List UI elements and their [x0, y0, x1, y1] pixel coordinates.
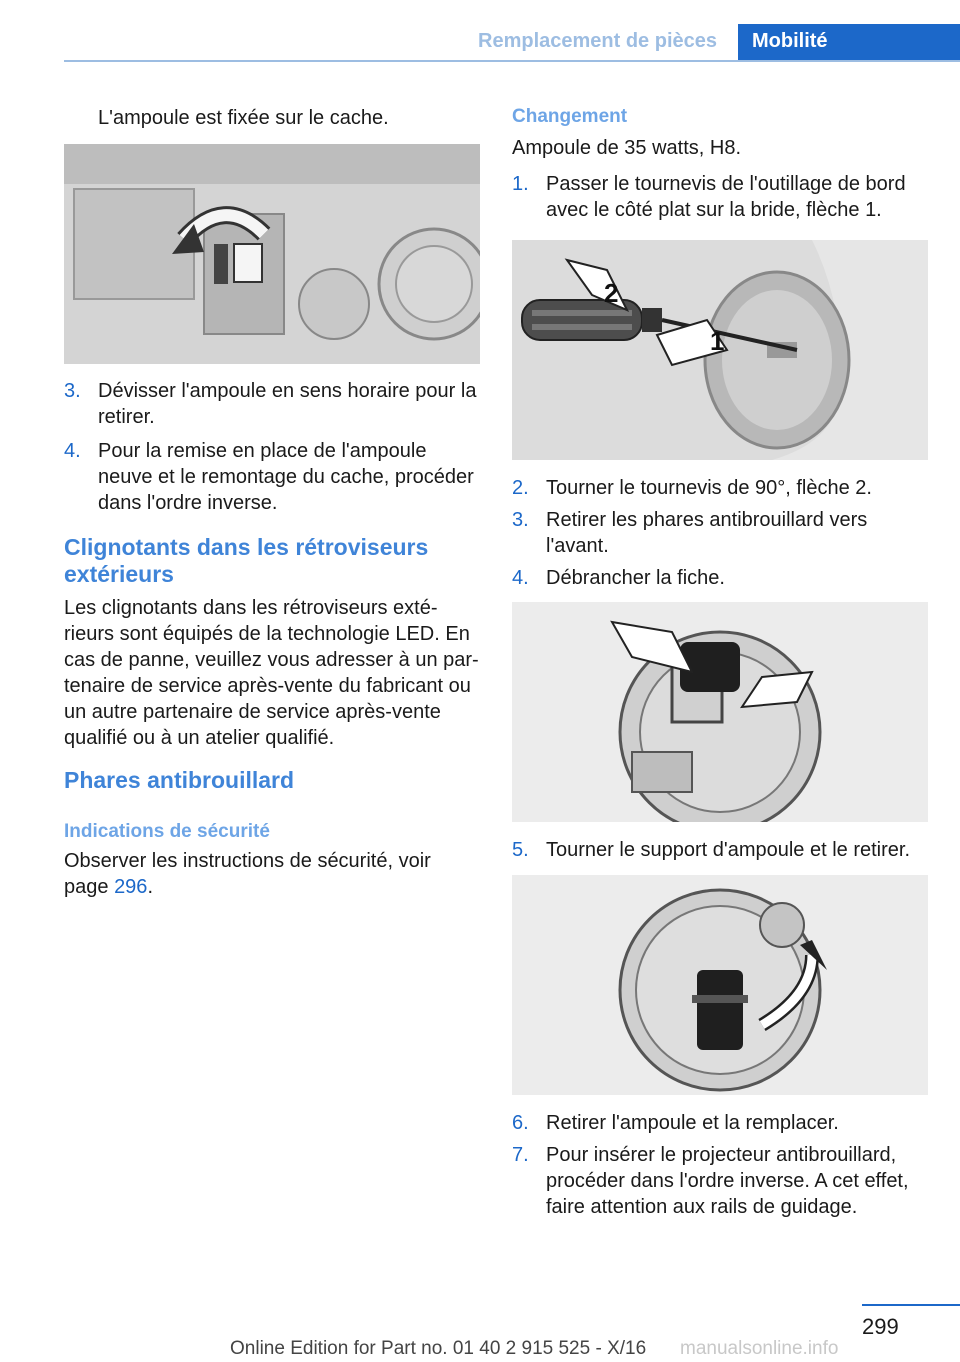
step-number: 5.: [512, 839, 529, 861]
step-text: Retirer les phares antibrouillard vers l'avant.: [546, 509, 868, 557]
step-text: Débrancher la fiche.: [546, 567, 725, 589]
para-mirror-indicators: Les clignotants dans les rétroviseurs extérieurs sont équipés de la technologie LED. En cas de panne, veuillez vous adresser à un partenaire de service après-vente du fabricant ou un autre partenaire de service après-vente qualifié ou à un atelier qualifié.: [64, 597, 479, 749]
step-text: Dévisser l'ampoule en sens horaire pour la retirer.: [98, 380, 477, 428]
step-text: Tourner le support d'ampoule et le retirer.: [546, 839, 911, 861]
figure-screwdriver: [512, 240, 928, 460]
step-text: Passer le tournevis de l'outillage de bord avec le côté plat sur la bride, flèche 1.: [546, 173, 906, 221]
step-text: Pour la remise en place de l'ampoule neuve et le remontage du cache, procéder dans l'ordre inverse.: [98, 440, 474, 514]
bulb-spec: Ampoule de 35 watts, H8.: [512, 137, 742, 159]
header-chapter-tab: Mobilité: [738, 24, 960, 62]
footer-edition: Online Edition for Part no. 01 40 2 915 525 - X/16: [230, 1338, 647, 1359]
heading-mirror-indicators: Clignotants dans les rétroviseurs extérieurs: [64, 534, 429, 587]
footer-rule: [862, 1304, 960, 1306]
step-number: 7.: [512, 1144, 529, 1166]
figure-engine-bay: [64, 144, 480, 364]
safety-text-before: Observer les instructions de sécurité, voir page: [64, 850, 431, 898]
step-number: 6.: [512, 1112, 529, 1134]
left-step-3: [64, 378, 480, 430]
step-number: 3.: [512, 509, 529, 531]
step-text: Retirer l'ampoule et la remplacer.: [546, 1112, 839, 1134]
arrow-label-1: 1: [710, 326, 725, 356]
page-number: 299: [862, 1314, 899, 1339]
step-number: 2.: [512, 477, 529, 499]
header-rule: [64, 60, 960, 62]
step-text: Pour insérer le projecteur antibrouillard, procéder dans l'ordre inverse. A cet effet, faire attention aux rails de guidage.: [546, 1144, 909, 1218]
step-number: 4.: [512, 567, 529, 589]
right-step-2: [512, 475, 928, 501]
header-section-title: Remplacement de pièces: [478, 30, 717, 52]
step-number: 3.: [64, 380, 81, 402]
right-step-6: [512, 1110, 928, 1136]
figure-plug-disconnect: [512, 602, 928, 822]
right-step-1: [512, 171, 928, 223]
step-number: 4.: [64, 440, 81, 462]
safety-text-after: .: [147, 876, 153, 898]
right-step-3: [512, 507, 928, 559]
right-step-5: [512, 837, 928, 863]
safety-text: [64, 848, 480, 900]
subheading-safety: Indications de sécurité: [64, 821, 270, 842]
heading-fog-lights: Phares antibrouillard: [64, 767, 295, 793]
step-number: 1.: [512, 173, 529, 195]
arrow-label-2: 2: [604, 278, 619, 308]
page-link-296[interactable]: 296: [114, 876, 148, 898]
right-step-4: [512, 565, 928, 591]
figure-bulb-holder: [512, 875, 928, 1095]
right-step-7: [512, 1142, 928, 1220]
watermark: manualsonline.info: [680, 1338, 839, 1359]
heading-change: Changement: [512, 106, 628, 127]
step-text: Tourner le tournevis de 90°, flèche 2.: [546, 477, 872, 499]
left-step-4: [64, 438, 480, 516]
intro-text: L'ampoule est fixée sur le cache.: [98, 107, 389, 129]
